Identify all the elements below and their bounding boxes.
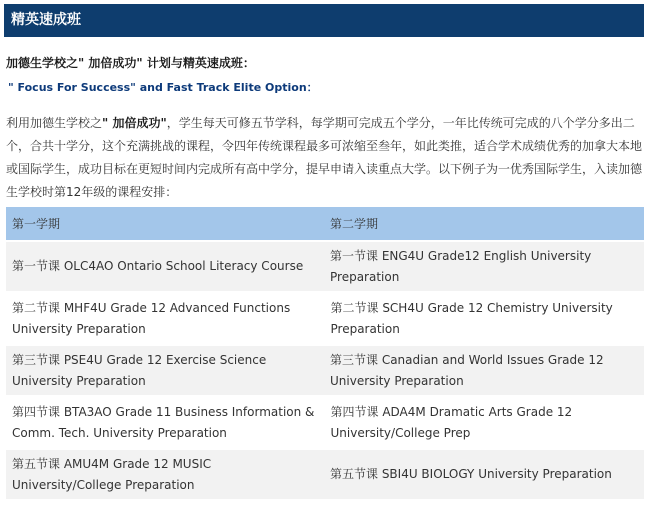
course-cell: 第三节课 Canadian and World Issues Grade 12 University Preparation bbox=[324, 345, 644, 396]
program-subtitle-english: " Focus For Success" and Fast Track Elite Option： bbox=[8, 81, 318, 94]
section-title: 精英速成班 bbox=[11, 12, 81, 28]
table-header-row bbox=[6, 207, 644, 241]
table-row bbox=[6, 292, 644, 345]
course-cell: 第四节课 ADA4M Dramatic Arts Grade 12 University/College Prep bbox=[324, 396, 644, 449]
intro-body: ，学生每天可修五节学科，每学期可完成五个学分，一年比传统可完成的八个学分多出二个，合共十学分，这个充满挑战的课程，令四年传统课程最多可浓缩至叁年，如此类推，适合学术成绩优秀的加拿大本地或国际学生，成功目标在更短时间内完成所有高中学分，提早申请入读重点大学。以下例子为一优秀国际学生，入读加德生学校时第12年级的课程安排： bbox=[6, 116, 643, 199]
course-schedule-table bbox=[6, 207, 644, 501]
course-cell: 第四节课 BTA3AO Grade 11 Business Information & Comm. Tech. University Preparation bbox=[6, 396, 324, 449]
course-cell: 第三节课 PSE4U Grade 12 Exercise Science University Preparation bbox=[6, 345, 324, 396]
course-cell: 第二节课 MHF4U Grade 12 Advanced Functions University Preparation bbox=[6, 292, 324, 345]
intro-prefix: 利用加德生学校之 bbox=[6, 116, 103, 130]
table-row bbox=[6, 449, 644, 500]
course-cell: 第五节课 SBI4U BIOLOGY University Preparation bbox=[324, 449, 644, 500]
intro-emphasis: " 加倍成功" bbox=[102, 116, 167, 130]
course-cell: 第五节课 AMU4M Grade 12 MUSIC University/College Preparation bbox=[6, 449, 324, 500]
header-semester-1: 第一学期 bbox=[6, 207, 324, 241]
table-row bbox=[6, 241, 644, 292]
course-cell: 第一节课 ENG4U Grade12 English University Preparation bbox=[324, 241, 644, 292]
section-header bbox=[4, 4, 644, 37]
course-cell: 第一节课 OLC4AO Ontario School Literacy Course bbox=[6, 241, 324, 292]
program-subtitle-chinese: 加德生学校之" 加倍成功" 计划与精英速成班： bbox=[6, 56, 255, 70]
header-semester-2: 第二学期 bbox=[324, 207, 644, 241]
table-row bbox=[6, 345, 644, 396]
table-row bbox=[6, 396, 644, 449]
intro-paragraph bbox=[6, 112, 644, 204]
course-cell: 第二节课 SCH4U Grade 12 Chemistry University Preparation bbox=[324, 292, 644, 345]
